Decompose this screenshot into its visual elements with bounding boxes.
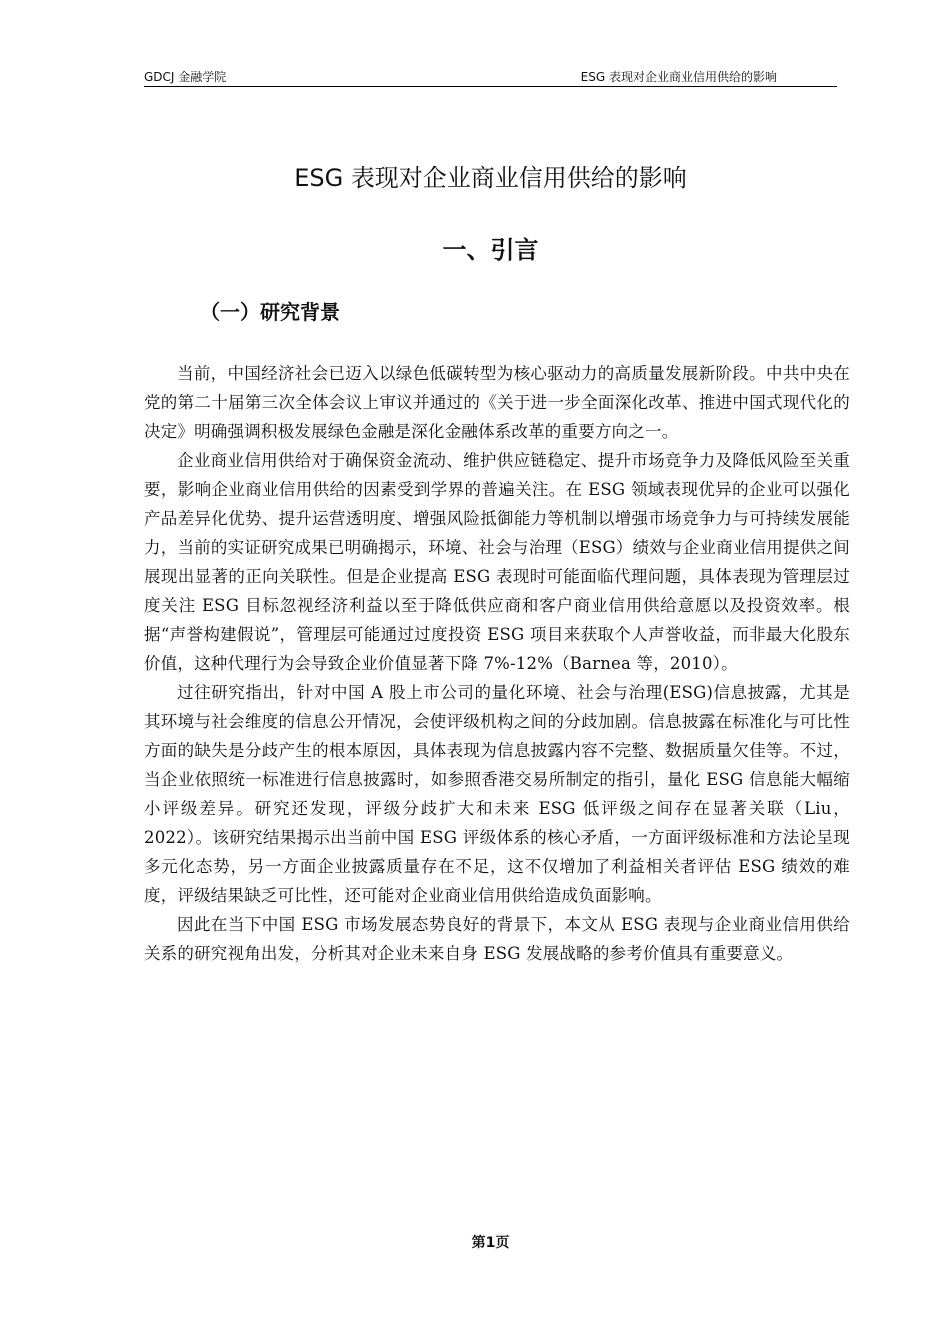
- paragraph: 过往研究指出，针对中国 A 股上市公司的量化环境、社会与治理(ESG)信息披露，尤其是其环境与社会维度的信息公开情况，会使评级机构之间的分歧加剧。信息披露在标准化与可比性方面的缺失是分歧产生的根本原因，具体表现为信息披露内容不完整、数据质量欠佳等。不过，当企业依照统一标准进行信息披露时，如参照香港交易所制定的指引，量化 ESG 信息能大幅缩小评级差异。研究还发现，评级分歧扩大和未来 ESG 低评级之间存在显著关联（Liu，2022）。该研究结果揭示出当前中国 ESG 评级体系的核心矛盾，一方面评级标准和方法论呈现多元化态势，另一方面企业披露质量存在不足，这不仅增加了利益相关者评估 ESG 绩效的难度，评级结果缺乏可比性，还可能对企业商业信用供给造成负面影响。: [144, 683, 850, 905]
- subsection-title: （一）研究背景: [200, 300, 340, 324]
- page-header: [144, 66, 837, 87]
- header-institution: GDCJ 金融学院: [144, 70, 227, 84]
- header-running-title: ESG 表现对企业商业信用供给的影响: [580, 70, 777, 84]
- paragraph: 因此在当下中国 ESG 市场发展态势良好的背景下，本文从 ESG 表现与企业商业信用供给关系的研究视角出发，分析其对企业未来自身 ESG 发展战略的参考价值具有重要意义。: [144, 915, 850, 963]
- section-title: 一、引言: [442, 236, 539, 264]
- body-text: [144, 359, 850, 968]
- page-number: 第1页: [471, 1235, 510, 1251]
- paragraph: 企业商业信用供给对于确保资金流动、维护供应链稳定、提升市场竞争力及降低风险至关重要，影响企业商业信用供给的因素受到学界的普遍关注。在 ESG 领域表现优异的企业可以强化产品差异化优势、提升运营透明度、增强风险抵御能力等机制以增强市场竞争力与可持续发展能力，当前的实证研究成果已明确揭示，环境、社会与治理（ESG）绩效与企业商业信用提供之间展现出显著的正向关联性。但是企业提高 ESG 表现时可能面临代理问题，具体表现为管理层过度关注 ESG 目标忽视经济利益以至于降低供应商和客户商业信用供给意愿以及投资效率。根据“声誉构建假说”，管理层可能通过过度投资 ESG 项目来获取个人声誉收益，而非最大化股东价值，这种代理行为会导致企业价值显著下降 7%-12%（Barnea 等，2010）。: [144, 451, 850, 673]
- document-title: ESG 表现对企业商业信用供给的影响: [294, 164, 687, 192]
- paragraph: 当前，中国经济社会已迈入以绿色低碳转型为核心驱动力的高质量发展新阶段。中共中央在党的第二十届第三次全体会议上审议并通过的《关于进一步全面深化改革、推进中国式现代化的决定》明确强调积极发展绿色金融是深化金融体系改革的重要方向之一。: [144, 364, 850, 441]
